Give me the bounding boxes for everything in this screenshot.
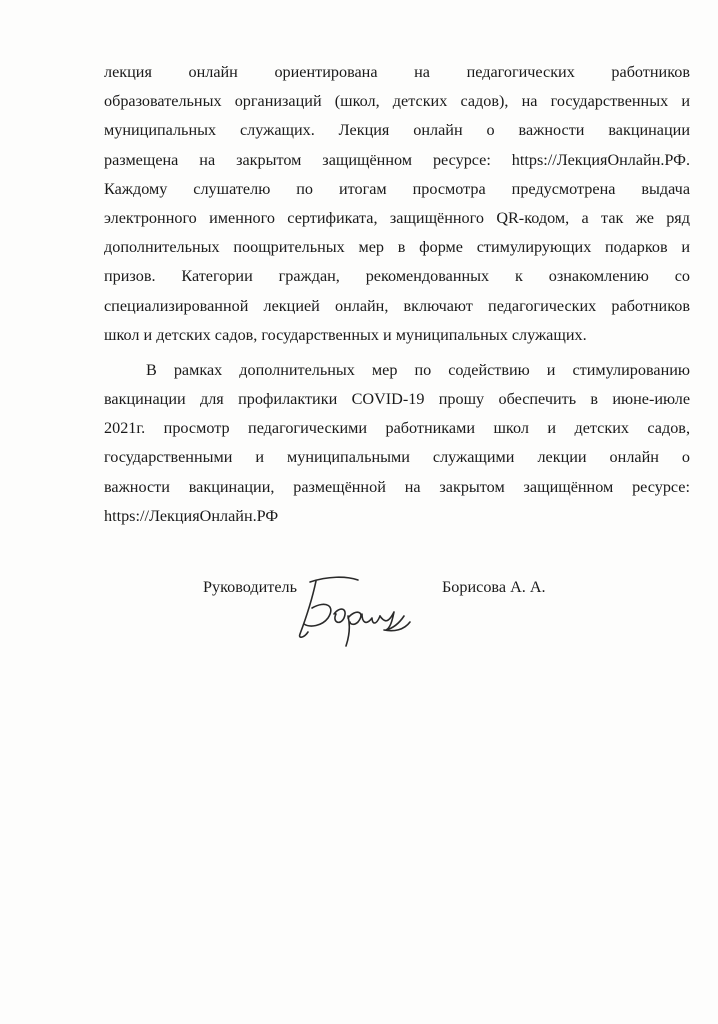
paragraph-2-line-1: В рамках дополнительных мер по содействию и стимулированию xyxy=(146,360,690,379)
paragraph-1-line-2: образовательных организаций (школ, детских садов), на государственных и xyxy=(104,92,690,111)
paragraph-2-line-5: важности вакцинации, размещённой на закрытом защищённом ресурсе: xyxy=(104,477,690,496)
paragraph-1-line-6: электронного именного сертификата, защищённого QR-кодом, а так же ряд xyxy=(104,208,690,227)
signatory-name: Борисова А. А. xyxy=(442,578,546,596)
paragraph-2-line-3: 2021г. просмотр педагогическими работниками школ и детских садов, xyxy=(104,419,690,438)
paragraph-1-line-8: призов. Категории граждан, рекомендованных к ознакомлению со xyxy=(104,267,690,286)
paragraph-1-line-10: школ и детских садов, государственных и муниципальных служащих. xyxy=(104,325,587,344)
paragraph-2-line-2: вакцинации для профилактики COVID-19 прошу обеспечить в июне-июле xyxy=(104,390,690,409)
paragraph-1-line-4: размещена на закрытом защищённом ресурсе: https://ЛекцияОнлайн.РФ. xyxy=(104,150,690,169)
paragraph-2-line-4: государственными и муниципальными служащими лекции онлайн о xyxy=(104,448,690,467)
paragraph-1-line-3: муниципальных служащих. Лекция онлайн о важности вакцинации xyxy=(104,121,690,140)
signature-block xyxy=(0,572,718,652)
paragraph-1-line-7: дополнительных поощрительных мер в форме стимулирующих подарков и xyxy=(104,238,690,257)
signatory-title: Руководитель xyxy=(203,578,298,596)
handwritten-signature xyxy=(288,572,418,650)
paragraph-1-line-9: специализированной лекцией онлайн, включают педагогических работников xyxy=(104,296,690,315)
letter-body xyxy=(104,58,690,531)
paragraph-2-line-6: https://ЛекцияОнлайн.РФ xyxy=(104,506,279,525)
paragraph-1-line-1: лекция онлайн ориентирована на педагогических работников xyxy=(104,63,690,81)
paragraph-1-line-5: Каждому слушателю по итогам просмотра предусмотрена выдача xyxy=(104,179,690,198)
